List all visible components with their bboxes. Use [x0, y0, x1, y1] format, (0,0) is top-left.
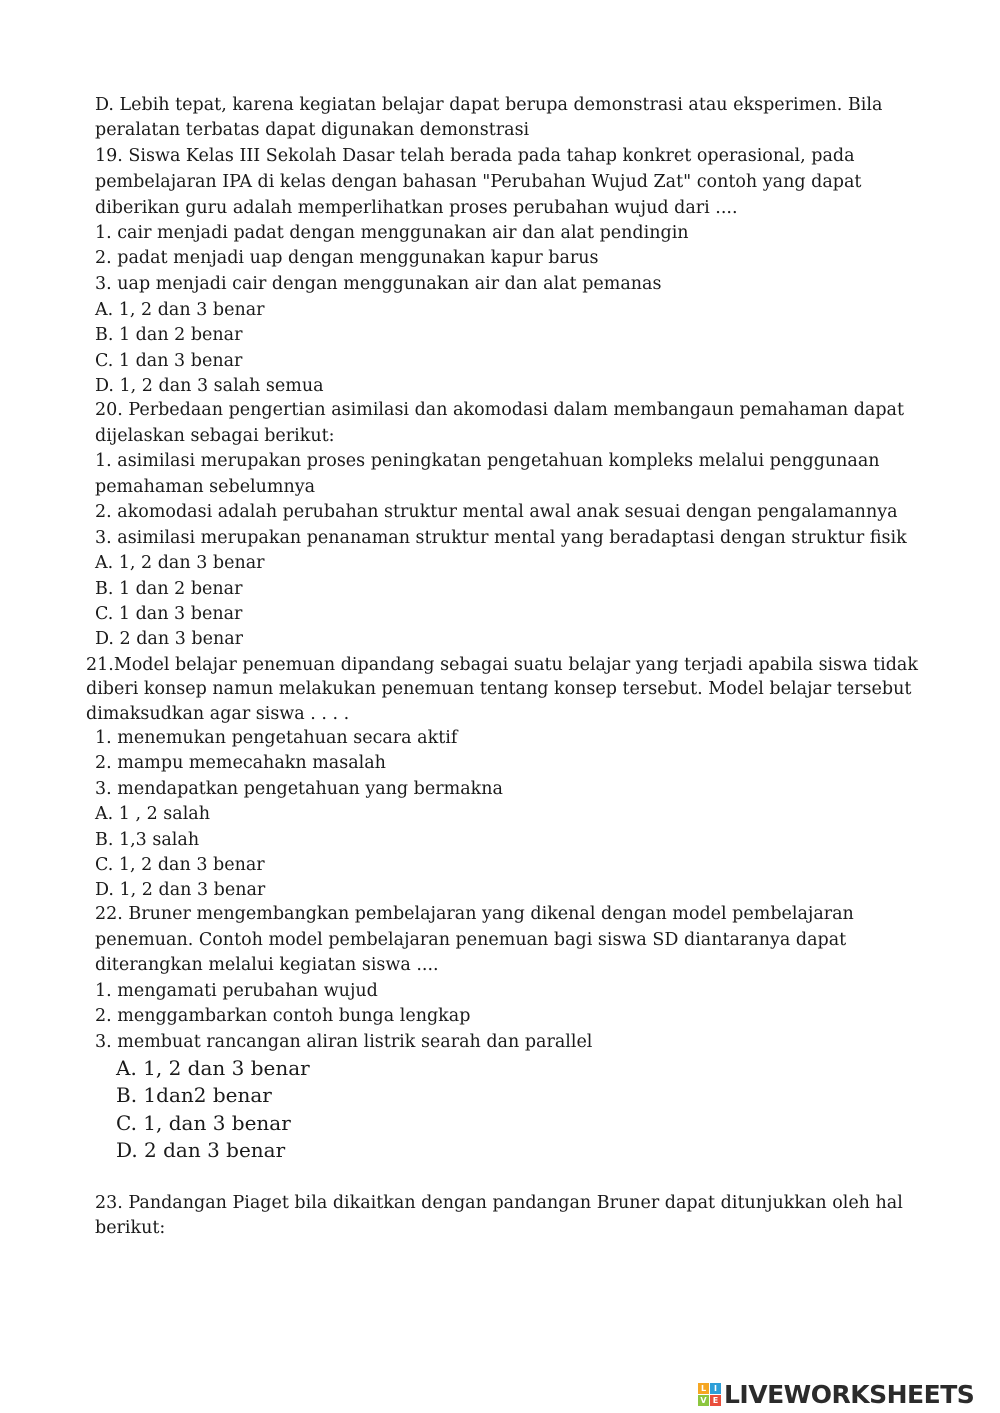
q21-option-a: A. 1 , 2 salah — [95, 804, 210, 824]
logo-square-l: L — [698, 1383, 709, 1394]
question-19-line1: 19. Siswa Kelas III Sekolah Dasar telah berada pada tahap konkret operasional, pada — [95, 146, 855, 166]
q19-option-b: B. 1 dan 2 benar — [95, 325, 243, 345]
q19-option-d: D. 1, 2 dan 3 salah semua — [95, 376, 324, 396]
question-20-line2: dijelaskan sebagai berikut: — [95, 426, 335, 446]
logo-square-e: E — [710, 1395, 721, 1406]
q19-option-a: A. 1, 2 dan 3 benar — [95, 300, 265, 320]
q20-statement-2: 2. akomodasi adalah perubahan struktur mental awal anak sesuai dengan pengalamannya — [95, 502, 898, 522]
logo-square-v: V — [698, 1395, 709, 1406]
q22-option-c: C. 1, dan 3 benar — [116, 1111, 291, 1135]
q21-option-b: B. 1,3 salah — [95, 830, 200, 850]
q20-option-a: A. 1, 2 dan 3 benar — [95, 553, 265, 573]
q21-option-c: C. 1, 2 dan 3 benar — [95, 855, 265, 875]
question-23-line2: berikut: — [95, 1218, 166, 1238]
q21-statement-3: 3. mendapatkan pengetahuan yang bermakna — [95, 779, 503, 799]
q21-statement-2: 2. mampu memecahakn masalah — [95, 753, 386, 773]
q20-option-c: C. 1 dan 3 benar — [95, 604, 243, 624]
q21-statement-1: 1. menemukan pengetahuan secara aktif — [95, 728, 458, 748]
question-21-line3: dimaksudkan agar siswa . . . . — [86, 704, 350, 724]
q22-statement-3: 3. membuat rancangan aliran listrik searah dan parallel — [95, 1032, 593, 1052]
q19-statement-3: 3. uap menjadi cair dengan menggunakan air dan alat pemanas — [95, 274, 662, 294]
q22-option-b: B. 1dan2 benar — [116, 1083, 272, 1107]
q19-option-c: C. 1 dan 3 benar — [95, 351, 243, 371]
question-20-line1: 20. Perbedaan pengertian asimilasi dan akomodasi dalam membangaun pemahaman dapat — [95, 400, 905, 420]
q20-option-b: B. 1 dan 2 benar — [95, 579, 243, 599]
q21-option-d: D. 1, 2 dan 3 benar — [95, 880, 266, 900]
q19-statement-1: 1. cair menjadi padat dengan menggunakan air dan alat pendingin — [95, 223, 689, 243]
question-23-line1: 23. Pandangan Piaget bila dikaitkan dengan pandangan Bruner dapat ditunjukkan oleh hal — [95, 1193, 903, 1213]
question-21-line1: 21.Model belajar penemuan dipandang sebagai suatu belajar yang terjadi apabila siswa tidak — [86, 655, 918, 675]
q20-option-d: D. 2 dan 3 benar — [95, 629, 244, 649]
q22-statement-2: 2. menggambarkan contoh bunga lengkap — [95, 1006, 471, 1026]
question-19-line2: pembelajaran IPA di kelas dengan bahasan "Perubahan Wujud Zat" contoh yang dapat — [95, 172, 862, 192]
liveworksheets-logo — [698, 1379, 974, 1409]
q19-statement-2: 2. padat menjadi uap dengan menggunakan kapur barus — [95, 248, 599, 268]
question-19-line3: diberikan guru adalah memperlihatkan proses perubahan wujud dari .... — [95, 198, 738, 218]
option-d-q18-line2: peralatan terbatas dapat digunakan demonstrasi — [95, 120, 530, 140]
q22-option-d: D. 2 dan 3 benar — [116, 1138, 286, 1162]
logo-icon — [698, 1383, 721, 1406]
question-22-line2: penemuan. Contoh model pembelajaran penemuan bagi siswa SD diantaranya dapat — [95, 930, 847, 950]
q22-statement-1: 1. mengamati perubahan wujud — [95, 981, 378, 1001]
q20-statement-1-line2: pemahaman sebelumnya — [95, 477, 316, 497]
question-22-line3: diterangkan melalui kegiatan siswa .... — [95, 955, 439, 975]
question-21-line2: diberi konsep namun melakukan penemuan tentang konsep tersebut. Model belajar tersebut — [86, 679, 912, 699]
q20-statement-3: 3. asimilasi merupakan penanaman struktur mental yang beradaptasi dengan struktur fisik — [95, 528, 907, 548]
logo-square-i: I — [710, 1383, 721, 1394]
q20-statement-1-line1: 1. asimilasi merupakan proses peningkatan pengetahuan kompleks melalui penggunaan — [95, 451, 880, 471]
question-22-line1: 22. Bruner mengembangkan pembelajaran yang dikenal dengan model pembelajaran — [95, 904, 854, 924]
logo-text: LIVEWORKSHEETS — [724, 1379, 975, 1409]
q22-option-a: A. 1, 2 dan 3 benar — [116, 1056, 310, 1080]
option-d-q18-line1: D. Lebih tepat, karena kegiatan belajar dapat berupa demonstrasi atau eksperimen. Bila — [95, 95, 883, 115]
